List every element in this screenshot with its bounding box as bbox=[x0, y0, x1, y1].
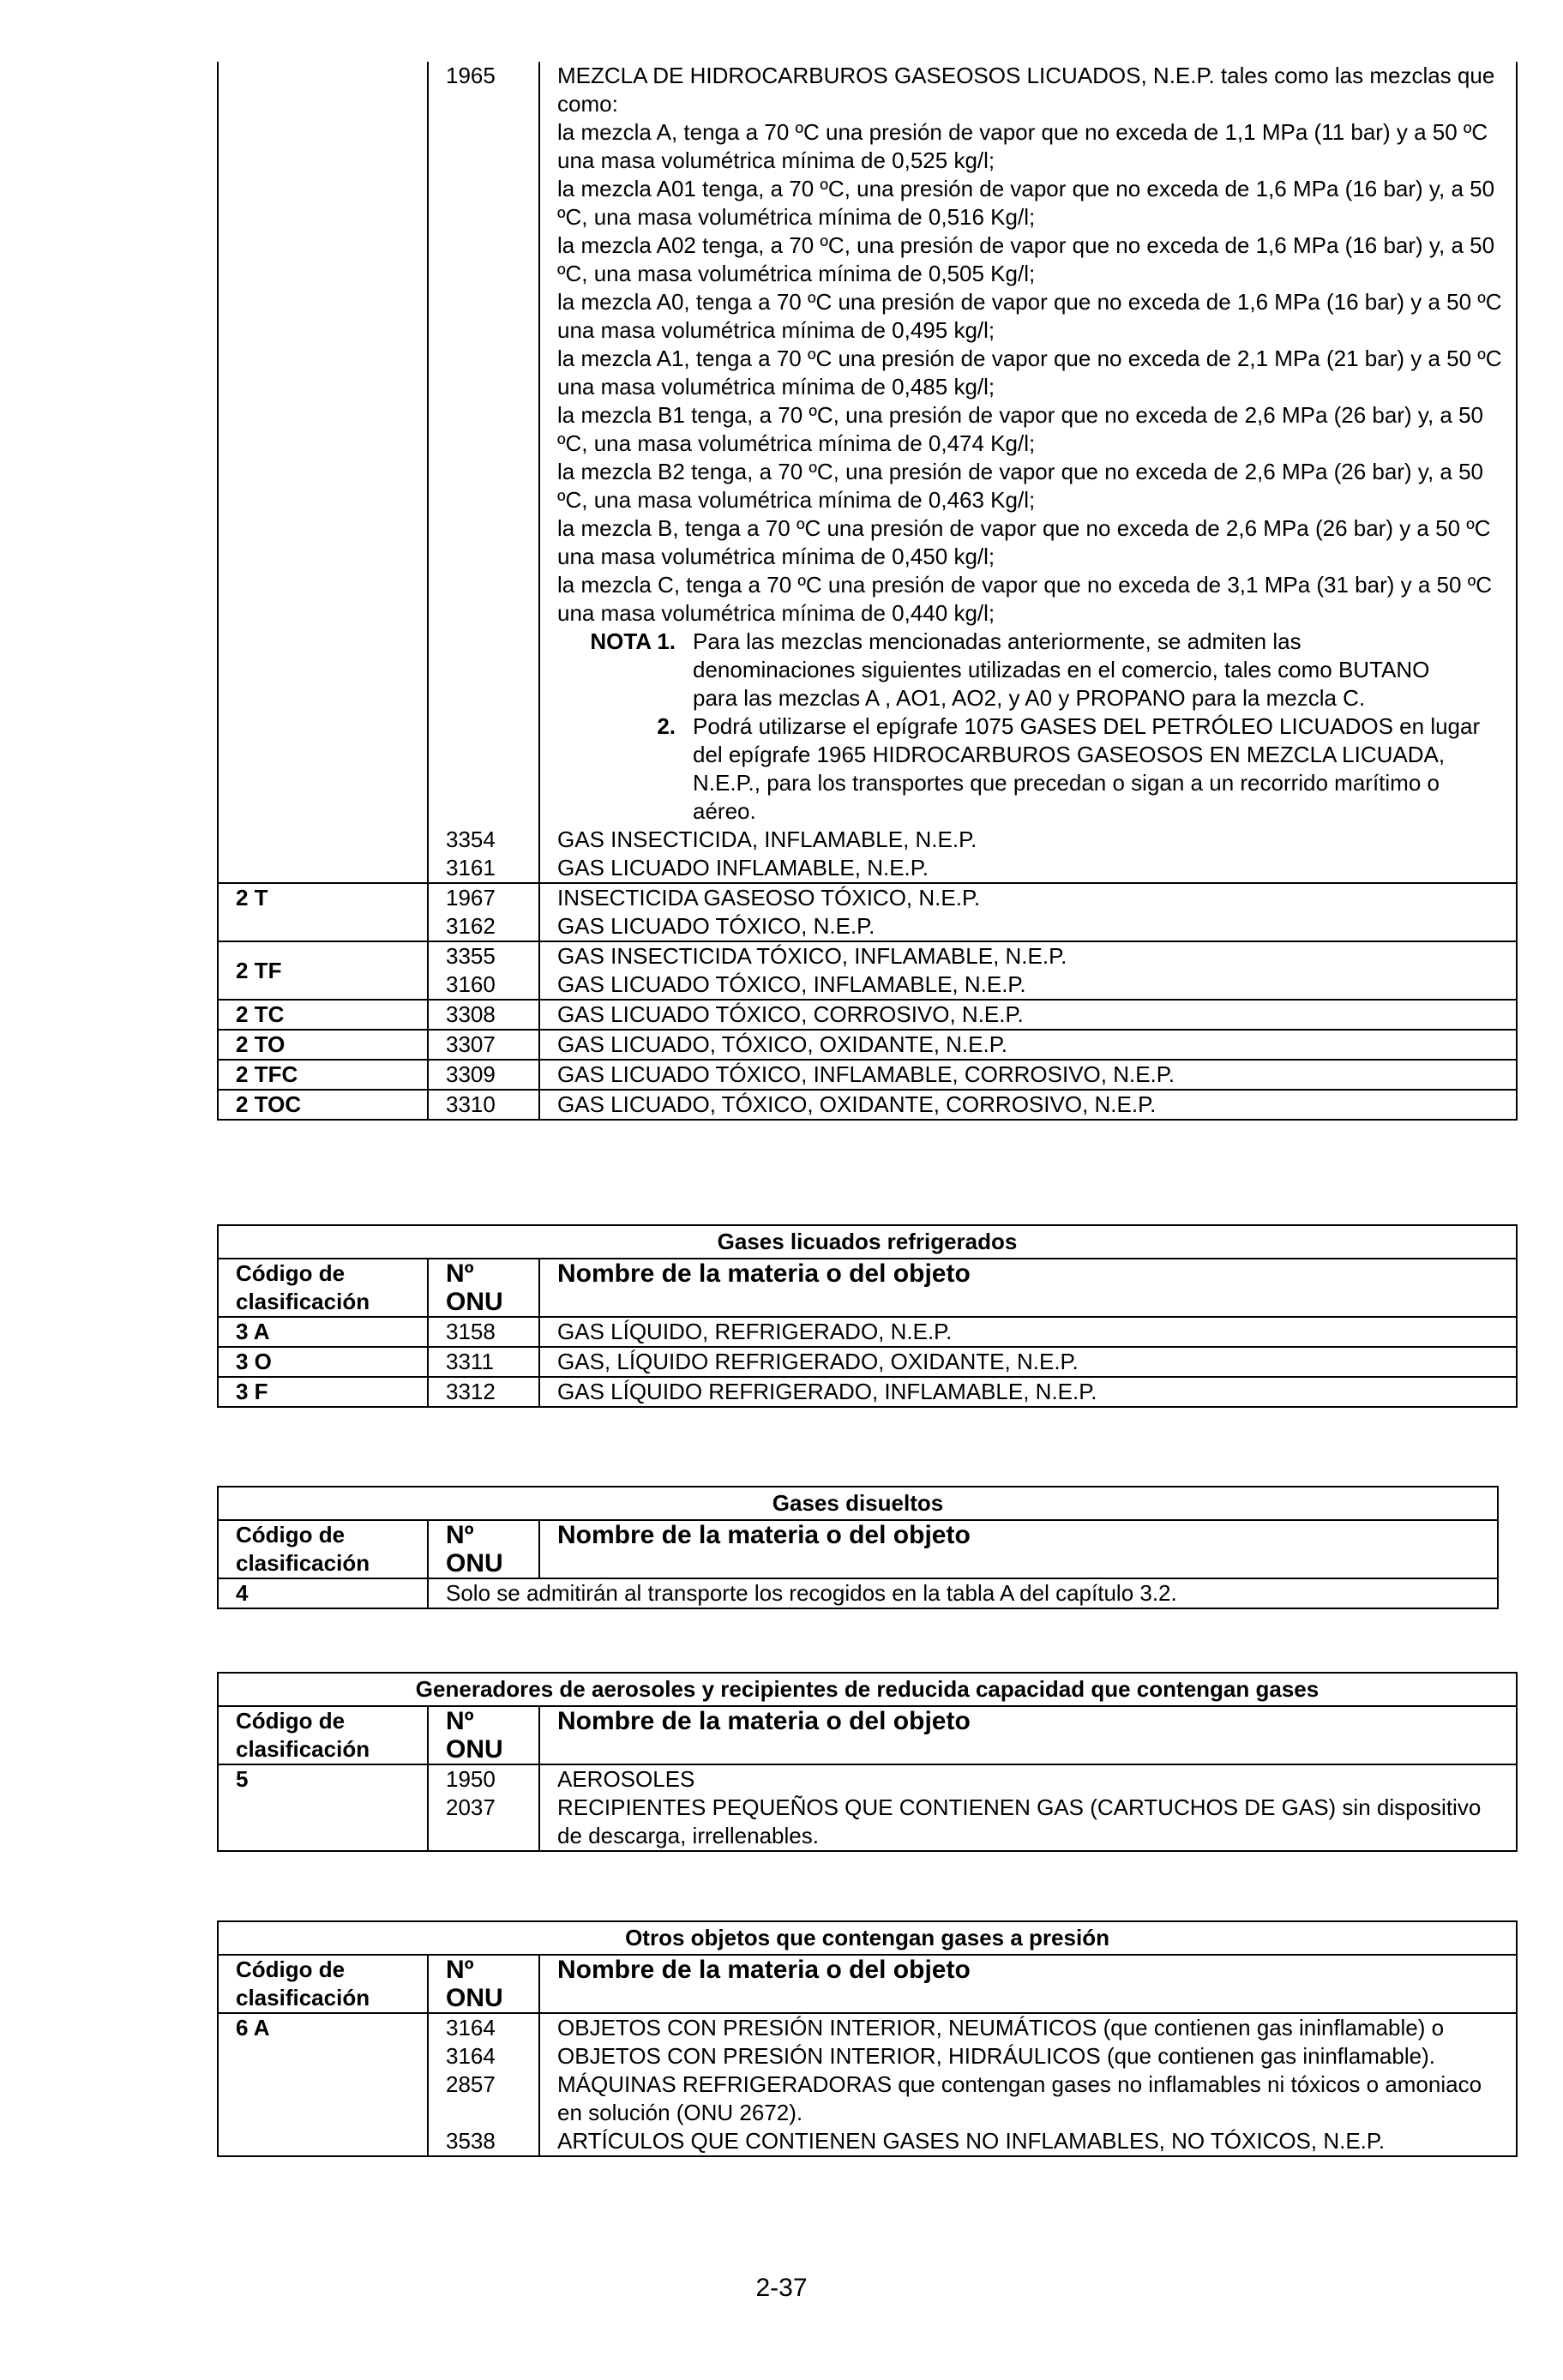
un-number: 3158 bbox=[428, 1317, 539, 1347]
header-code-line1: Código de bbox=[236, 1956, 346, 1982]
substance-name: GAS LÍQUIDO, REFRIGERADO, N.E.P. bbox=[539, 1317, 1517, 1347]
header-un bbox=[428, 1706, 539, 1764]
classification-code: 2 TC bbox=[218, 1000, 428, 1030]
note-1-label: NOTA 1. bbox=[590, 628, 676, 654]
dissolved-gases-table bbox=[217, 1486, 1499, 1609]
section-title: Gases licuados refrigerados bbox=[218, 1225, 1517, 1259]
classification-code: 5 bbox=[218, 1764, 428, 1851]
un-number: 3309 bbox=[428, 1060, 539, 1090]
substance-name: GAS LÍQUIDO REFRIGERADO, INFLAMABLE, N.E.P. bbox=[539, 1377, 1517, 1407]
pressurized-articles-table bbox=[217, 1920, 1518, 2157]
un-number: 1967 bbox=[428, 883, 539, 912]
header-un-line2: ONU bbox=[446, 1735, 503, 1764]
refrigerated-gases-table bbox=[217, 1224, 1518, 1408]
note-2 bbox=[549, 712, 1507, 826]
section-title: Gases disueltos bbox=[218, 1487, 1498, 1520]
header-un-line2: ONU bbox=[446, 1288, 503, 1316]
substance-name: GAS, LÍQUIDO REFRIGERADO, OXIDANTE, N.E.P. bbox=[539, 1347, 1517, 1377]
substance-name: INSECTICIDA GASEOSO TÓXICO, N.E.P. bbox=[539, 883, 1517, 912]
header-un-line1: Nº bbox=[446, 1707, 474, 1735]
entry-line: la mezcla A0, tenga a 70 ºC una presión de vapor que no exceda de 1,6 MPa (16 bar) y a 50 ºC una masa volumétrica mínima de 0,495 kg/l; bbox=[557, 289, 1502, 343]
substance-name: RECIPIENTES PEQUEÑOS QUE CONTIENEN GAS (CARTUCHOS DE GAS) sin dispositivo de descarga, irrellenables. bbox=[539, 1794, 1517, 1851]
section-title: Otros objetos que contengan gases a presión bbox=[218, 1921, 1517, 1955]
header-un bbox=[428, 1259, 539, 1317]
note-1 bbox=[549, 628, 1507, 712]
header-code-line2: clasificación bbox=[236, 1550, 370, 1576]
header-code-line1: Código de bbox=[236, 1708, 346, 1734]
aerosols-table bbox=[217, 1672, 1518, 1852]
header-code-line1: Código de bbox=[236, 1522, 346, 1548]
un-number: 3164 bbox=[428, 2042, 539, 2070]
substance-name: OBJETOS CON PRESIÓN INTERIOR, NEUMÁTICOS (que contienen gas ininflamable) o bbox=[539, 2013, 1517, 2042]
substance-name: GAS LICUADO TÓXICO, INFLAMABLE, N.E.P. bbox=[539, 971, 1517, 1000]
substance-name: ARTÍCULOS QUE CONTIENEN GASES NO INFLAMABLES, NO TÓXICOS, N.E.P. bbox=[539, 2127, 1517, 2156]
un-number: 1965 bbox=[428, 62, 539, 826]
substance-name: GAS INSECTICIDA, INFLAMABLE, N.E.P. bbox=[539, 826, 1517, 854]
substance-name: MÁQUINAS REFRIGERADORAS que contengan gases no inflamables ni tóxicos o amoniaco en solución (ONU 2672). bbox=[539, 2070, 1517, 2127]
header-name: Nombre de la materia o del objeto bbox=[539, 1520, 1498, 1578]
note-1-text: Para las mezclas mencionadas anteriormente, se admiten las denominaciones siguientes utilizadas en el comercio, tales como BUTANO para las mezclas A , AO1, AO2, y A0 y PROPANO para la mezcla C. bbox=[693, 628, 1430, 711]
header-code bbox=[218, 1259, 428, 1317]
header-un bbox=[428, 1520, 539, 1578]
substance-name: GAS LICUADO TÓXICO, CORROSIVO, N.E.P. bbox=[539, 1000, 1517, 1030]
header-un-line2: ONU bbox=[446, 1984, 503, 2012]
classification-code: 2 TF bbox=[218, 941, 428, 1000]
un-number: 3311 bbox=[428, 1347, 539, 1377]
header-un-line1: Nº bbox=[446, 1259, 474, 1288]
entry-1965-description bbox=[539, 62, 1517, 826]
substance-name: GAS LICUADO TÓXICO, N.E.P. bbox=[539, 912, 1517, 941]
header-code bbox=[218, 1520, 428, 1578]
entry-line: la mezcla C, tenga a 70 ºC una presión de vapor que no exceda de 3,1 MPa (31 bar) y a 50 ºC una masa volumétrica mínima de 0,440 kg/l; bbox=[557, 572, 1492, 626]
substance-name: GAS LICUADO INFLAMABLE, N.E.P. bbox=[539, 854, 1517, 883]
page-number: 2-37 bbox=[755, 2274, 808, 2302]
classification-code: 6 A bbox=[218, 2013, 428, 2156]
un-number: 3538 bbox=[428, 2127, 539, 2156]
un-number: 3160 bbox=[428, 971, 539, 1000]
header-code bbox=[218, 1955, 428, 2013]
entry-line: la mezcla B, tenga a 70 ºC una presión de vapor que no exceda de 2,6 MPa (26 bar) y a 50 ºC una masa volumétrica mínima de 0,450 kg/l; bbox=[557, 515, 1491, 569]
un-number: 3354 bbox=[428, 826, 539, 854]
substance-name: GAS LICUADO, TÓXICO, OXIDANTE, CORROSIVO, N.E.P. bbox=[539, 1090, 1517, 1120]
un-number: 3161 bbox=[428, 854, 539, 883]
gases-table bbox=[217, 62, 1518, 1121]
header-un bbox=[428, 1955, 539, 2013]
header-name: Nombre de la materia o del objeto bbox=[539, 1955, 1517, 2013]
un-number: 2857 bbox=[428, 2070, 539, 2127]
code-cell-continued bbox=[218, 62, 428, 883]
dissolved-note: Solo se admitirán al transporte los recogidos en la tabla A del capítulo 3.2. bbox=[428, 1578, 1498, 1608]
header-code-line1: Código de bbox=[236, 1260, 346, 1286]
section-title: Generadores de aerosoles y recipientes de reducida capacidad que contengan gases bbox=[218, 1673, 1517, 1706]
substance-name: OBJETOS CON PRESIÓN INTERIOR, HIDRÁULICOS (que contienen gas ininflamable). bbox=[539, 2042, 1517, 2070]
entry-line: la mezcla B2 tenga, a 70 ºC, una presión de vapor que no exceda de 2,6 MPa (26 bar) y, a 50 ºC, una masa volumétrica mínima de 0,463 Kg/l; bbox=[557, 459, 1484, 513]
un-number: 2037 bbox=[428, 1794, 539, 1851]
entry-line: la mezcla A1, tenga a 70 ºC una presión de vapor que no exceda de 2,1 MPa (21 bar) y a 50 ºC una masa volumétrica mínima de 0,485 kg/l; bbox=[557, 346, 1502, 400]
classification-code: 3 O bbox=[218, 1347, 428, 1377]
un-number: 3162 bbox=[428, 912, 539, 941]
un-number: 3308 bbox=[428, 1000, 539, 1030]
header-un-line2: ONU bbox=[446, 1549, 503, 1578]
entry-line: MEZCLA DE HIDROCARBUROS GASEOSOS LICUADOS, N.E.P. tales como las mezclas que como: bbox=[557, 63, 1495, 117]
un-number: 1950 bbox=[428, 1764, 539, 1794]
header-code bbox=[218, 1706, 428, 1764]
header-code-line2: clasificación bbox=[236, 1985, 370, 2010]
entry-line: la mezcla B1 tenga, a 70 ºC, una presión de vapor que no exceda de 2,6 MPa (26 bar) y, a 50 ºC, una masa volumétrica mínima de 0,474 Kg/l; bbox=[557, 402, 1484, 456]
header-name: Nombre de la materia o del objeto bbox=[539, 1259, 1517, 1317]
classification-code: 2 TOC bbox=[218, 1090, 428, 1120]
header-un-line1: Nº bbox=[446, 1521, 474, 1549]
classification-code: 4 bbox=[218, 1578, 428, 1608]
note-2-text: Podrá utilizarse el epígrafe 1075 GASES DEL PETRÓLEO LICUADOS en lugar del epígrafe 1965 HIDROCARBUROS GASEOSOS EN MEZCLA LICUADA, N.E.P., para los transportes que precedan o sigan a un recorrido marítimo o aéreo. bbox=[693, 713, 1481, 824]
un-number: 3310 bbox=[428, 1090, 539, 1120]
substance-name: AEROSOLES bbox=[539, 1764, 1517, 1794]
substance-name: GAS LICUADO, TÓXICO, OXIDANTE, N.E.P. bbox=[539, 1030, 1517, 1060]
un-number: 3312 bbox=[428, 1377, 539, 1407]
un-number: 3355 bbox=[428, 941, 539, 971]
header-code-line2: clasificación bbox=[236, 1736, 370, 1762]
classification-code: 2 TO bbox=[218, 1030, 428, 1060]
entry-line: la mezcla A02 tenga, a 70 ºC, una presión de vapor que no exceda de 1,6 MPa (16 bar) y, a 50 ºC, una masa volumétrica mínima de 0,505 Kg/l; bbox=[557, 232, 1495, 286]
substance-name: GAS INSECTICIDA TÓXICO, INFLAMABLE, N.E.P. bbox=[539, 941, 1517, 971]
classification-code: 3 F bbox=[218, 1377, 428, 1407]
entry-line: la mezcla A, tenga a 70 ºC una presión de vapor que no exceda de 1,1 MPa (11 bar) y a 50 ºC una masa volumétrica mínima de 0,525 kg/l; bbox=[557, 119, 1488, 173]
header-name: Nombre de la materia o del objeto bbox=[539, 1706, 1517, 1764]
un-number: 3164 bbox=[428, 2013, 539, 2042]
note-2-label: 2. bbox=[657, 713, 676, 739]
entry-line: la mezcla A01 tenga, a 70 ºC, una presión de vapor que no exceda de 1,6 MPa (16 bar) y, a 50 ºC, una masa volumétrica mínima de 0,516 Kg/l; bbox=[557, 176, 1495, 230]
classification-code: 2 T bbox=[218, 883, 428, 941]
header-un-line1: Nº bbox=[446, 1956, 474, 1984]
un-number: 3307 bbox=[428, 1030, 539, 1060]
substance-name: GAS LICUADO TÓXICO, INFLAMABLE, CORROSIVO, N.E.P. bbox=[539, 1060, 1517, 1090]
classification-code: 2 TFC bbox=[218, 1060, 428, 1090]
header-code-line2: clasificación bbox=[236, 1289, 370, 1314]
classification-code: 3 A bbox=[218, 1317, 428, 1347]
